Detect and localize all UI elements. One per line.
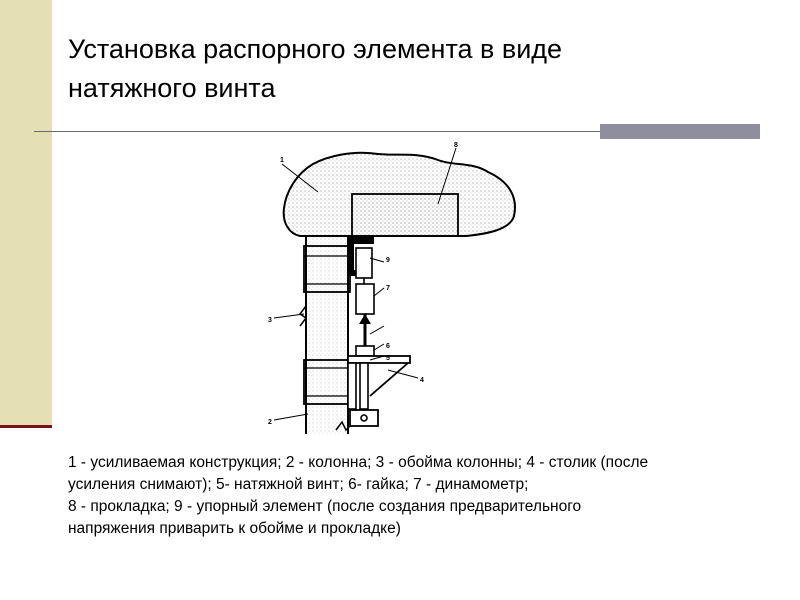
side-band-line <box>0 425 52 428</box>
construction-diagram <box>248 138 524 438</box>
label-4: 4 <box>420 377 424 384</box>
table-brace <box>370 363 408 396</box>
side-band <box>0 0 52 427</box>
label-7: 7 <box>386 285 390 292</box>
caption-line-2: усиления снимают); 5- натяжной винт; 6- гайка; 7 - динамометр; <box>68 476 529 493</box>
caption-line-1: 1 - усиливаемая конструкция; 2 - колонна; 3 - обойма колонны; 4 - столик (после <box>68 454 649 471</box>
pad-block <box>352 194 458 236</box>
dynamometer <box>356 248 372 278</box>
title-rule-block <box>600 124 760 139</box>
table-post-right <box>360 363 368 409</box>
diagram-caption <box>68 452 768 540</box>
title-rule <box>34 131 600 132</box>
slide-title <box>68 30 708 108</box>
nut <box>356 346 374 356</box>
label-2: 2 <box>268 419 272 426</box>
base-plate <box>350 410 378 426</box>
label-9: 9 <box>386 257 390 264</box>
diagram-svg <box>248 138 524 438</box>
title-line-1: Установка распорного элемента в виде <box>68 34 563 64</box>
stop-element <box>348 236 374 244</box>
label-1: 1 <box>280 157 284 164</box>
screw-tip <box>359 314 371 324</box>
table-post <box>348 363 356 409</box>
label-3: 3 <box>268 317 272 324</box>
label-5: 5 <box>386 355 390 362</box>
caption-line-3: 8 - прокладка; 9 - упорный элемент (после создания предварительного <box>68 498 582 515</box>
caption-line-4: напряжения приварить к обойме и прокладке) <box>68 520 401 537</box>
label-8: 8 <box>454 142 458 149</box>
dynamometer-body <box>356 284 374 314</box>
label-6: 6 <box>386 343 390 350</box>
title-line-2: натяжного винта <box>68 73 276 103</box>
